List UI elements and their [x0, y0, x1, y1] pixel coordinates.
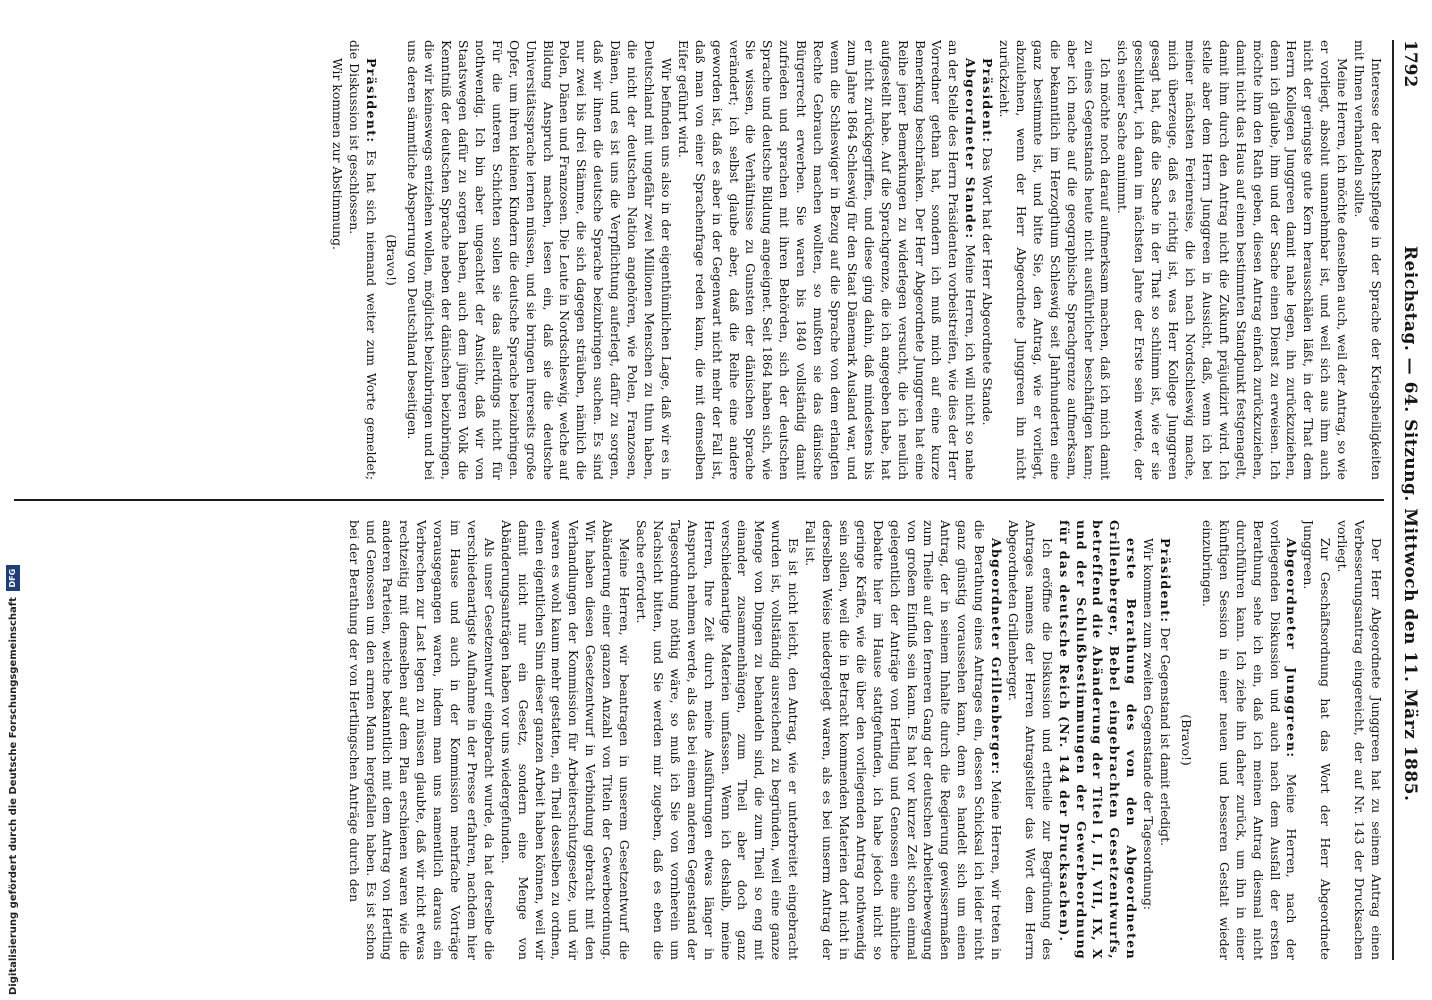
body-paragraph: Ich eröffne die Diskussion und ertheile zur Begründung des Antrages namens der Herren Antragsteller das Wort dem Herrn Abgeordneten Grillenberger. — [1005, 520, 1055, 960]
speaker-name: Abgeordneter Junggreen: — [1284, 538, 1300, 759]
speech-paragraph — [801, 520, 1004, 960]
digitization-credit — [2, 5, 24, 995]
president-remark — [978, 40, 995, 480]
running-title: Reichstag. — 64. Sitzung. Mittwoch den 11. März 1885. — [1400, 245, 1420, 802]
body-paragraph: Es ist nicht leicht, den Antrag, wie er unterbreitet eingebracht wurden ist, vollständig ausreichend zu begründen, weil eine ganze Menge von Dingen zu behandeln sind, die zum Theil so eng mit einander zusammenhängen, zum Theil aber doch ganz verschiedenartige Materien umfassen. Wenn ich deshalb, meine Herren, Ihre Zeit durch meine Ausführungen etwas länger in Anspruch nehmen werde, als das bei einem anderen Gegenstand der Tagesordnung nöthig wäre, so muß ich Sie von vornherein um Nachsicht bitten, und Sie werden mir zugeben, daß es eben die Sache erfordert. — [634, 520, 802, 960]
body-paragraph: Zur Geschäftsordnung hat das Wort der Herr Abgeordnete Junggreen. — [1301, 520, 1334, 960]
speech-text: Das Wort hat der Herr Abgeordnete Stande. — [980, 143, 996, 426]
speaker-name: Abgeordneter Grillenberger: — [989, 538, 1005, 776]
dfg-logo-icon: DFG — [6, 565, 20, 591]
body-paragraph: Ich möchte noch darauf aufmerksam machen, daß ich mich damit zu eines Gegenstands heute nicht ausführlicher beschäftigen kann; aber ich mache auf die geographische Sprachgrenze aufmerksam, die bekanntlich im Herzogthum Schleswig seit Jahrhunderten eine ganz bestimmte ist, und bitte Sie, den Antrag, wie er vorliegt, abzulehnen, wenn der Herr Abgeordnete Junggreen ihn nicht zurückzieht. — [997, 40, 1114, 480]
stage-direction: (Bravo!) — [384, 234, 400, 286]
speech-text: Der Gegenstand ist damit erledigt. — [1158, 623, 1174, 847]
running-head — [1396, 40, 1424, 960]
stage-direction: (Bravo!) — [1179, 714, 1195, 766]
body-paragraph: Als unser Gesetzentwurf eingebracht wurde, da hat derselbe die verschiedenartigste Aufnahme in der Presse erfahren, nachdem hier im Hause und auch in der Kommission mehrfache Vorträge vorausgegangen waren, indem man uns namentlich daraus ein Verbrechen zur Last legen zu müssen glaubte, daß wir nicht etwas rechtzeitig mit demselben auf dem Plan erschienen waren wie die anderen Parteien, welche bekanntlich mit dem Antrag von Hertling und Genossen um den armen Mann hergefallen haben. Es ist schon bei der Berathung der von Hertlingschen Anträge durch den — [346, 520, 497, 960]
right-column — [14, 520, 1384, 960]
credit-text: Digitalisierung gefördert durch die Deutsche Forschungsgemeinschaft — [7, 597, 19, 995]
body-paragraph: Der Herr Abgeordnete Junggreen hat zu seinem Antrag einen Verbesserungsantrag eingereicht, der auf Nr. 143 der Drucksachen vorliegt. — [1335, 520, 1384, 960]
left-column — [14, 40, 1384, 480]
agenda-item-heading: erste Berathung des von den Abgeordneten Grillenberger, Bebel eingebrachten Gesetzentwurfs, betreffend die Abänderung der Titel I, II, VII, IX, X und der Schlußbestimmungen der Gewerbeordnung für das deutsche Reich (Nr. 144 der Drucksachen). — [1056, 520, 1140, 960]
speaker-name: Abgeordneter Stande: — [963, 58, 979, 240]
speech-text: Es hat sich niemand weiter zum Worte gemeldet; die Diskussion ist geschlossen. — [346, 40, 379, 480]
speech-text: Meine Herren, ich will nicht so nahe an der Stelle des Herrn Präsidenten vorbeistreifen, wie dies der Herr Vorredner gethan hat, sondern ich muß mich auf eine kurze Bemerkung beschränken. Der Herr Abgeordnete Junggreen hat eine Reihe jener Bemerkungen zu widerlegen versucht, die ich neulich aufgestellt habe. Auf die Sprachgrenze, die ich angegeben habe, hat er nicht zurückgegriffen, und diese ging dahin, daß mindestens bis zum Jahre 1864 Schleswig für den Staat Dänemark Ausland war, und wenn die Schleswiger in Bezug auf die Sprache von dem erlangten Rechte Gebrauch machen wollten, so mußten sie das dänische Bürgerrecht erwerben. Sie waren bis 1840 vollständig damit zufrieden und sprachen mit ihren Behörden, sich der deutschen Sprache und deutsche Bildung angeeignet. Seit 1864 haben sich, wie Sie wissen, die Verhältnisse zu Gunsten der dänischen Sprache verändert; ich selbst glaube aber, daß die Reihe eine andere geworden ist, daß es aber in der Gegenwart nicht mehr der Fall ist, daß man von einer Sprachenfrage reden kann, die mit demselben Eifer geführt wird. — [675, 40, 979, 480]
page-number: 1792 — [1400, 40, 1420, 88]
president-remark — [345, 40, 379, 480]
body-paragraph: Meine Herren, ich möchte denselben auch, weil der Antrag, so wie er vorliegt, absolut unannehmbar ist, und weil sich aus ihm auch nicht der geringste gute Kern herausschälen läßt, in der That dem Herrn Kollegen Junggreen damit nahe legen, ihn zurückzuziehen, denn ich glaube, ihm und der Sache einen Dienst zu erweisen. Ich möchte ihm den Rath geben, diesen Antrag einfach zurückzuziehen, damit nicht das Haus auf einen bestimmten Standpunkt festgenagelt, damit ihm durch den Antrag nicht die Zukunft präjudizirt wird. Ich stelle aber dem Herrn Junggreen in Aussicht, daß, wenn ich bei meiner nächsten Ferienreise, die ich nach Nordschleswig mache, mich überzeuge, daß es richtig ist, was Herr Kollege Junggreen gesagt hat, daß die Sache in der That so schlimm ist, wie er sie geschildert, ich dann im nächsten Jahre der Erste sein werde, der sich seiner Sache annimmt. — [1115, 40, 1351, 480]
speech-text: Meine Herren, nach der vorliegenden Diskussion und auch nach dem Ausfall der ersten Berathung sehe ich ein, daß ich meinen Antrag diesmal nicht durchführen kann. Ich ziehe ihn daher zurück, um ihn in einer künftigen Session in einer neuen und besseren Gestalt wieder einzubringen. — [1199, 520, 1300, 960]
speaker-name: Präsident: — [980, 58, 996, 144]
body-paragraph: Wir kommen zur Abstimmung. — [329, 58, 345, 250]
speech-paragraph — [1198, 520, 1299, 960]
body-paragraph: Meine Herren, wir beantragen in unserem Gesetzentwurf die Abänderung einer ganzen Anzahl von Titeln der Gewerbeordnung. Wir haben diesen Gesetzentwurf in Verbindung gebracht mit den Verhandlungen der Kommission für Arbeiterschutzgesetze, und wir waren es wohl kaum mehr gestatten, ein Theil desselben zu ordnen, einen eigentlichen Sinn dieser ganzen Arbeit haben können, weil wir damit nicht nur ein Gesetz, sondern eine Menge von Abänderungsanträgen haben vor uns wiedergefunden. — [498, 520, 633, 960]
speaker-name: Präsident: — [1158, 538, 1174, 624]
body-paragraph: Wir kommen zum zweiten Gegenstande der Tagesordnung: — [1141, 538, 1157, 911]
body-paragraph: Interesse der Rechtspflege in der Sprache der Kriegsheiligkeiten mit Ihnen verhandeln sollte. — [1352, 40, 1384, 480]
body-paragraph: Wir befinden uns also in der eigenthümlichen Lage, daß wir es in Deutschland mit ungefähr zwei Millionen Menschen zu thun haben, die nicht der deutschen Nation angehören, wie Polen, Franzosen, Dänen, und es ist uns die Verpflichtung auferlegt, dafür zu sorgen, daß wir ihnen die deutsche Sprache beizubringen suchen. Es sind nur zwei bis drei Stämme, die sich dagegen sträuben, nämlich die Polen, Dänen und Franzosen. Die Leute in Nordschleswig, welche auf Bildung Anspruch machen, lesen ein, daß sie die deutsche Universitätssprache lernen müssen, und sie bringen ihrerseits große Opfer, um ihren kleinen Kindern die deutsche Sprache beizubringen. Für die unteren Schichten sollen sie das allerdings nicht für nothwendig. Ich bin aber ungeachtet der Ansicht, daß wir von Staatswegen dafür zu sorgen haben, auch dem jüngeren Volk die Kenntniß der deutschen Sprache neben der dänischen beizubringen, die wir keineswegs entziehen wollen, möglichst beizubringen und bei uns deren sämmtliche Absperrung von Deutschland beseitigen. — [405, 40, 674, 480]
speech-text: Meine Herren, wir treten in die Berathung eines Antrages ein, dessen Schicksal ich leider nicht ganz günstig voraussehen kann, denn es handelt sich um einen Antrag, der in seinem Inhalte durch die Regierung gewissermaßen zum Theile auf den ferneren Gang der deutschen Arbeiterbewegung von großem Einfluß sein kann. Es hat vor kurzer Zeit schon einmal gelegentlich der Anträge von Hertling und Genossen eine ähnliche Debatte hier im Hause stattgefunden, ich habe jedoch nicht so geringe Kräfte, wie die über den vorliegenden Antrag nothwendig sein sollen, weil die in Betracht kommenden Materien dort nicht in derselben Weise niedergelegt waren, als es bei unserm Antrag der Fall ist. — [803, 520, 1005, 960]
header-rule — [1392, 40, 1394, 960]
speech-paragraph — [674, 40, 978, 480]
president-remark — [1156, 520, 1173, 960]
speaker-name: Präsident: — [363, 58, 379, 144]
column-rule — [14, 499, 1384, 501]
